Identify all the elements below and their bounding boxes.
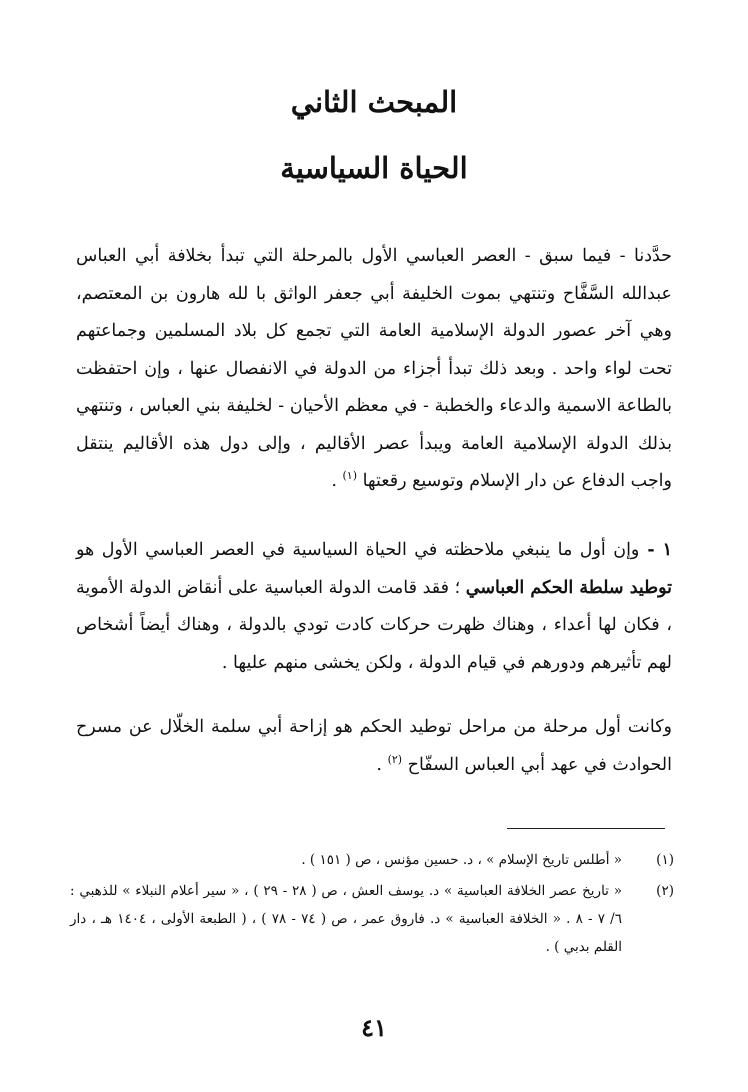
footnote-text: « أطلس تاريخ الإسلام » ، د. حسين مؤنس ، ص ( ١٥١ ) . (301, 852, 622, 868)
point-number: ١ - (639, 540, 672, 560)
paragraph-point-1 (76, 532, 672, 682)
paragraph-intro-text: حدَّدنا - فيما سبق - العصر العباسي الأول بالمرحلة التي تبدأ بخلافة أبي العباس عبدالله السَّفَّاح وتنتهي بموت الخليفة أبي جعفر الواثق با لله هارون بن المعتصم، وهي آخر عصور الدولة الإسلامية العامة التي تجمع كل بلاد المسلمين وجماعتهم تحت لواء واحد . وبعد ذلك تبدأ أجزاء من الدولة في الانفصال عنها ، وإن احتفظت بالطاعة الاسمية والدعاء والخطبة - في معظم الأحيان - لخليفة بني العباس ، وتنتهي بذلك الدولة الإسلامية العامة ويبدأ عصر الأقاليم ، وإلى دول هذه الأقاليم ينتقل واجب الدفاع عن دار الإسلام وتوسيع رقعتها (76, 246, 672, 491)
footnote-item (70, 877, 674, 961)
footnote-ref-1: (١) (342, 469, 357, 483)
paragraph-point-1-lead: وإن أول ما ينبغي ملاحظته في الحياة السياسية في العصر العباسي الأول هو (76, 540, 640, 560)
section-title: الحياة السياسية (280, 151, 468, 185)
paragraph-intro (76, 238, 672, 501)
footnotes (70, 846, 674, 961)
paragraph-consolidation-end: . (376, 754, 382, 775)
paragraph-intro-end: . (331, 471, 337, 491)
paragraph-consolidation (76, 709, 672, 784)
footnote-divider (507, 828, 665, 829)
page-number: ٤١ (361, 1013, 387, 1042)
paragraph-point-1-rest: ؛ فقد قامت الدولة العباسية على أنقاض الدولة الأموية ، فكان لها أعداء ، وهناك ظهرت حركات كادت تودي بالدولة ، وهناك أيضاً أشخاص لهم تأثيرهم ودورهم في قيام الدولة ، ولكن يخشى منهم عليها . (76, 577, 672, 673)
chapter-heading: المبحث الثاني (290, 85, 458, 119)
footnote-item (70, 846, 674, 874)
paragraph-consolidation-text: وكانت أول مرحلة من مراحل توطيد الحكم هو إزاحة أبي سلمة الخلّال عن مسرح الحوادث في عهد أبي العباس السفّاح (76, 717, 672, 775)
footnote-ref-2: (٢) (387, 752, 403, 766)
footnote-number: (١) (656, 852, 674, 868)
footnote-number: (٢) (656, 883, 674, 899)
footnote-text: « تاريخ عصر الخلافة العباسية » د. يوسف العش ، ص ( ٢٨ - ٢٩ ) ، « سير أعلام النبلاء » للذهبي : ٦/ ٧ - ٨ . « الخلافة العباسية » د. فاروق عمر ، ص ( ٧٤ - ٧٨ ) ، ( الطبعة الأولى ، ١٤٠٤ هـ ، دار القلم بدبي ) . (70, 883, 622, 955)
paragraph-point-1-bold: توطيد سلطة الحكم العباسي (465, 577, 672, 598)
